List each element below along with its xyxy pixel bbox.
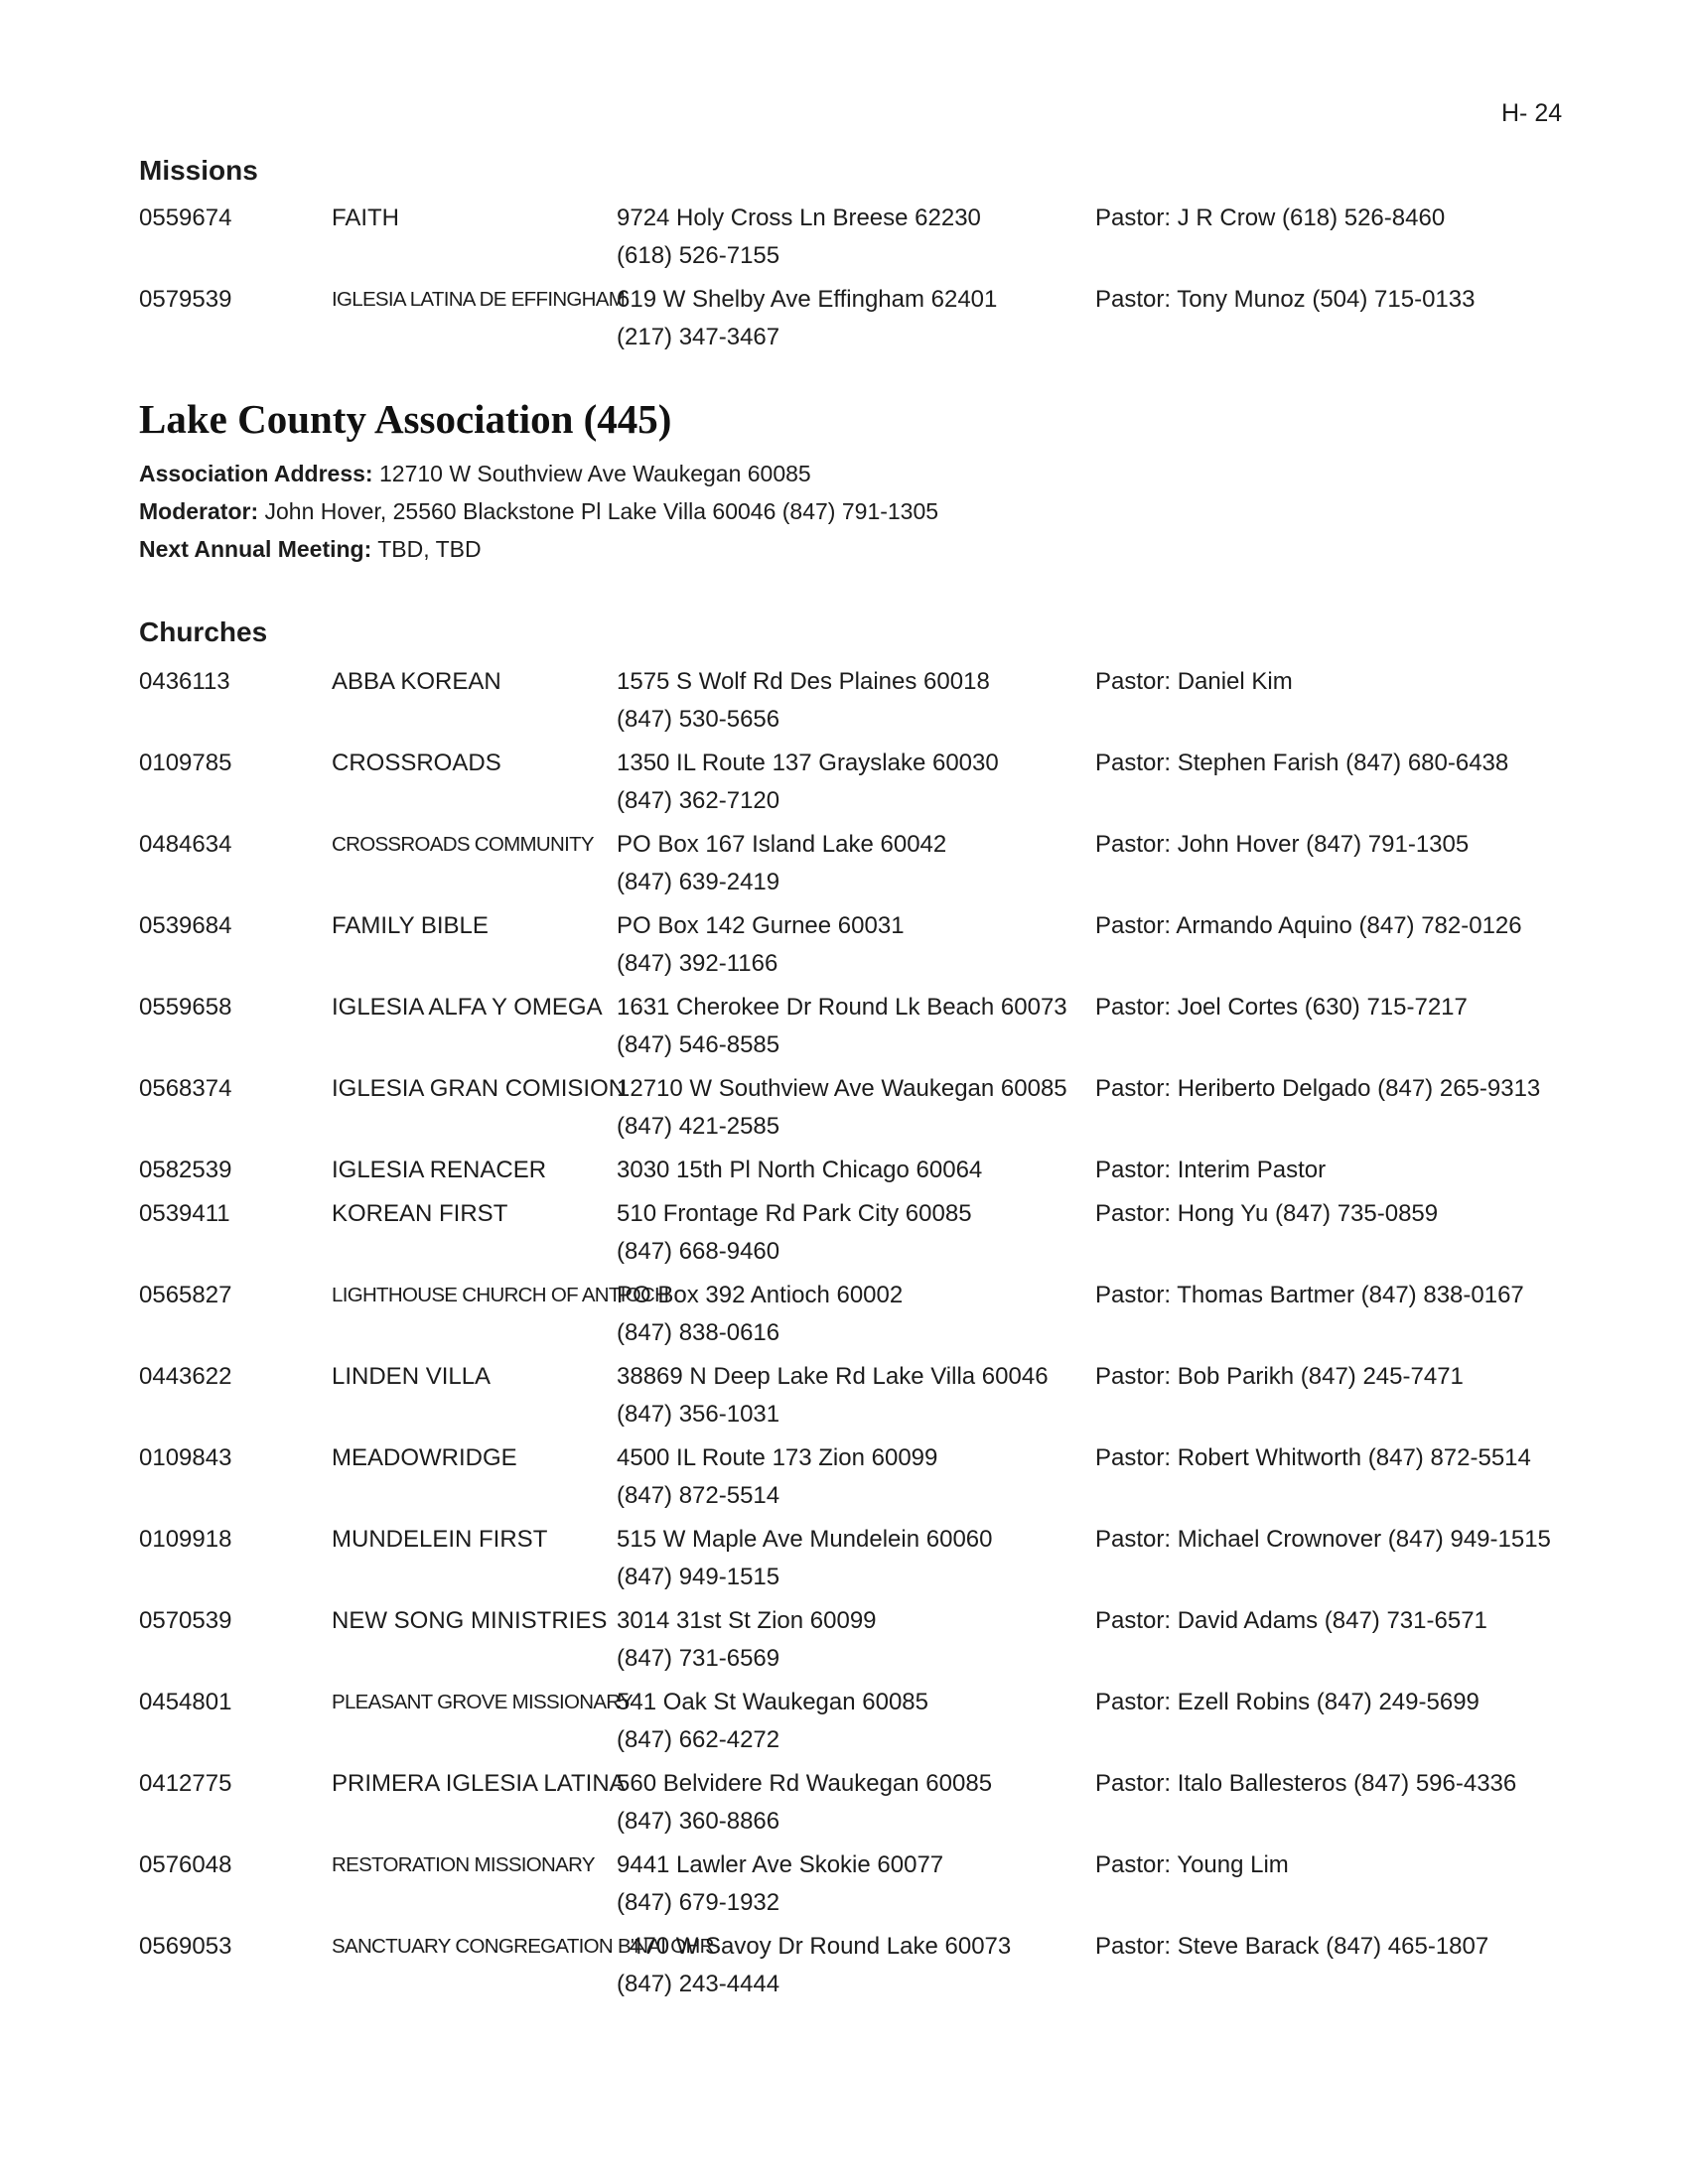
meeting-value: TBD, TBD — [371, 536, 482, 562]
church-phone: (847) 872-5514 — [617, 1482, 780, 1509]
church-address: 541 Oak St Waukegan 60085 — [617, 1689, 928, 1715]
church-name: CROSSROADS — [332, 750, 501, 776]
church-phone: (847) 639-2419 — [617, 869, 780, 895]
church-address: 4500 IL Route 173 Zion 60099 — [617, 1444, 938, 1471]
church-id: 0412775 — [139, 1770, 232, 1797]
page-number: H- 24 — [1501, 99, 1563, 127]
church-address: 3030 15th Pl North Chicago 60064 — [617, 1157, 983, 1183]
church-pastor: Pastor: Steve Barack (847) 465-1807 — [1095, 1933, 1489, 1960]
church-pastor: Pastor: Ezell Robins (847) 249-5699 — [1095, 1689, 1480, 1715]
church-phone: (847) 949-1515 — [617, 1564, 780, 1590]
church-phone: (847) 356-1031 — [617, 1401, 780, 1428]
mission-name: FAITH — [332, 205, 400, 231]
church-name: LINDEN VILLA — [332, 1363, 492, 1390]
church-pastor: Pastor: Hong Yu (847) 735-0859 — [1095, 1200, 1439, 1227]
church-phone: (847) 360-8866 — [617, 1808, 780, 1835]
church-address: 515 W Maple Ave Mundelein 60060 — [617, 1526, 993, 1553]
church-name: SANCTUARY CONGREGATION B'NAI OHR — [332, 1935, 714, 1958]
church-name: RESTORATION MISSIONARY — [332, 1853, 595, 1876]
church-phone: (847) 546-8585 — [617, 1031, 780, 1058]
church-name: MEADOWRIDGE — [332, 1444, 517, 1471]
church-phone: (847) 668-9460 — [617, 1238, 780, 1265]
association-meeting — [139, 536, 482, 563]
church-phone: (847) 243-4444 — [617, 1971, 780, 1997]
church-address: 1575 S Wolf Rd Des Plaines 60018 — [617, 668, 990, 695]
church-name: LIGHTHOUSE CHURCH OF ANTIOCH — [332, 1284, 669, 1306]
meeting-label: Next Annual Meeting: — [139, 536, 372, 562]
church-pastor: Pastor: Young Lim — [1095, 1851, 1289, 1878]
church-id: 0443622 — [139, 1363, 232, 1390]
association-address-label: Association Address: — [139, 461, 373, 486]
church-address: PO Box 392 Antioch 60002 — [617, 1282, 904, 1308]
mission-phone: (217) 347-3467 — [617, 324, 780, 350]
church-pastor: Pastor: John Hover (847) 791-1305 — [1095, 831, 1470, 858]
church-pastor: Pastor: Robert Whitworth (847) 872-5514 — [1095, 1444, 1531, 1471]
church-address: 38869 N Deep Lake Rd Lake Villa 60046 — [617, 1363, 1049, 1390]
mission-address: 619 W Shelby Ave Effingham 62401 — [617, 286, 998, 313]
mission-pastor: Pastor: J R Crow (618) 526-8460 — [1095, 205, 1446, 231]
churches-heading: Churches — [139, 616, 268, 647]
moderator-value: John Hover, 25560 Blackstone Pl Lake Villa 60046 (847) 791-1305 — [258, 498, 939, 524]
church-name: ABBA KOREAN — [332, 668, 501, 695]
church-name: IGLESIA GRAN COMISION — [332, 1075, 627, 1102]
mission-address: 9724 Holy Cross Ln Breese 62230 — [617, 205, 981, 231]
church-name: IGLESIA ALFA Y OMEGA — [332, 994, 603, 1021]
mission-id: 0579539 — [139, 286, 232, 313]
association-moderator — [139, 498, 938, 525]
church-address: 1631 Cherokee Dr Round Lk Beach 60073 — [617, 994, 1067, 1021]
church-address: 560 Belvidere Rd Waukegan 60085 — [617, 1770, 993, 1797]
mission-id: 0559674 — [139, 205, 232, 231]
church-phone: (847) 392-1166 — [617, 950, 778, 977]
church-name: IGLESIA RENACER — [332, 1157, 547, 1183]
church-id: 0539411 — [139, 1200, 230, 1227]
mission-name: IGLESIA LATINA DE EFFINGHAM — [332, 288, 626, 311]
church-id: 0454801 — [139, 1689, 232, 1715]
church-address: 470 W Savoy Dr Round Lake 60073 — [630, 1933, 1012, 1960]
church-pastor: Pastor: Stephen Farish (847) 680-6438 — [1095, 750, 1509, 776]
church-id: 0576048 — [139, 1851, 232, 1878]
church-pastor: Pastor: Daniel Kim — [1095, 668, 1293, 695]
church-name: KOREAN FIRST — [332, 1200, 508, 1227]
church-phone: (847) 679-1932 — [617, 1889, 780, 1916]
church-id: 0109785 — [139, 750, 232, 776]
church-pastor: Pastor: David Adams (847) 731-6571 — [1095, 1607, 1487, 1634]
church-name: NEW SONG MINISTRIES — [332, 1607, 608, 1634]
church-phone: (847) 731-6569 — [617, 1645, 780, 1672]
association-address-value: 12710 W Southview Ave Waukegan 60085 — [372, 461, 811, 486]
church-pastor: Pastor: Joel Cortes (630) 715-7217 — [1095, 994, 1468, 1021]
church-address: 1350 IL Route 137 Grayslake 60030 — [617, 750, 999, 776]
church-id: 0559658 — [139, 994, 232, 1021]
missions-heading: Missions — [139, 155, 258, 186]
moderator-label: Moderator: — [139, 498, 259, 524]
church-name: MUNDELEIN FIRST — [332, 1526, 548, 1553]
church-id: 0539684 — [139, 912, 232, 939]
church-address: 9441 Lawler Ave Skokie 60077 — [617, 1851, 944, 1878]
church-phone: (847) 362-7120 — [617, 787, 780, 814]
church-name: PLEASANT GROVE MISSIONARY — [332, 1691, 634, 1713]
church-pastor: Pastor: Thomas Bartmer (847) 838-0167 — [1095, 1282, 1524, 1308]
church-id: 0568374 — [139, 1075, 232, 1102]
church-name: PRIMERA IGLESIA LATINA — [332, 1770, 626, 1797]
church-pastor: Pastor: Heriberto Delgado (847) 265-9313 — [1095, 1075, 1541, 1102]
church-phone: (847) 662-4272 — [617, 1726, 780, 1753]
association-title: Lake County Association (445) — [139, 396, 672, 442]
church-id: 0582539 — [139, 1157, 232, 1183]
church-phone: (847) 530-5656 — [617, 706, 780, 733]
church-pastor: Pastor: Bob Parikh (847) 245-7471 — [1095, 1363, 1464, 1390]
church-pastor: Pastor: Armando Aquino (847) 782-0126 — [1095, 912, 1522, 939]
church-id: 0570539 — [139, 1607, 232, 1634]
church-pastor: Pastor: Italo Ballesteros (847) 596-4336 — [1095, 1770, 1517, 1797]
association-address — [139, 461, 811, 487]
church-phone: (847) 421-2585 — [617, 1113, 780, 1140]
church-address: 12710 W Southview Ave Waukegan 60085 — [617, 1075, 1067, 1102]
church-name: FAMILY BIBLE — [332, 912, 489, 939]
church-id: 0436113 — [139, 668, 230, 695]
church-id: 0109843 — [139, 1444, 232, 1471]
church-name: CROSSROADS COMMUNITY — [332, 833, 594, 856]
church-id: 0569053 — [139, 1933, 232, 1960]
church-pastor: Pastor: Interim Pastor — [1095, 1157, 1327, 1183]
church-address: 510 Frontage Rd Park City 60085 — [617, 1200, 972, 1227]
church-address: PO Box 167 Island Lake 60042 — [617, 831, 947, 858]
church-address: 3014 31st St Zion 60099 — [617, 1607, 877, 1634]
church-address: PO Box 142 Gurnee 60031 — [617, 912, 905, 939]
church-id: 0109918 — [139, 1526, 232, 1553]
church-phone: (847) 838-0616 — [617, 1319, 780, 1346]
church-id: 0565827 — [139, 1282, 232, 1308]
mission-phone: (618) 526-7155 — [617, 242, 780, 269]
mission-pastor: Pastor: Tony Munoz (504) 715-0133 — [1095, 286, 1476, 313]
church-pastor: Pastor: Michael Crownover (847) 949-1515 — [1095, 1526, 1551, 1553]
church-id: 0484634 — [139, 831, 232, 858]
